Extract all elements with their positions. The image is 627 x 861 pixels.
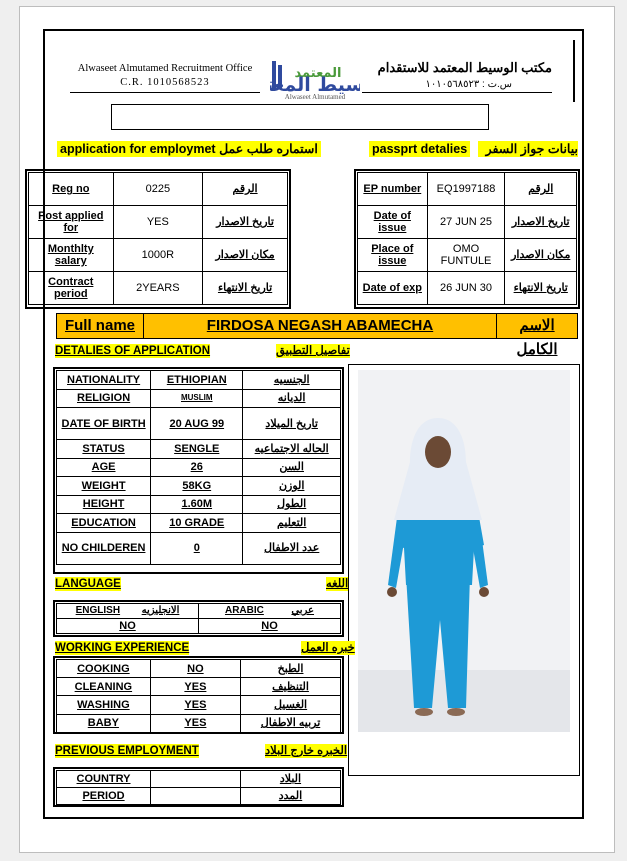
details-value: 26 <box>151 458 243 477</box>
passport-row <box>358 206 577 239</box>
passport-row <box>358 239 577 272</box>
applicant-photo <box>358 370 570 732</box>
header-side-bar <box>573 40 575 102</box>
previous-label-ar: المدد <box>240 788 340 805</box>
application-label-ar: تاريخ الاصدار <box>203 206 288 239</box>
language-title-en: LANGUAGE <box>55 578 121 590</box>
experience-row <box>57 714 341 732</box>
details-row <box>57 477 341 496</box>
fullname-label-en: Full name <box>57 314 144 338</box>
details-label: NATIONALITY <box>57 371 151 390</box>
header-line-right <box>362 92 552 93</box>
application-label-ar: مكان الاصدار <box>203 239 288 272</box>
application-label: Reg no <box>29 173 114 206</box>
experience-title-en: WORKING EXPERIENCE <box>55 642 190 654</box>
experience-title-ar: خبره العمل <box>301 642 355 654</box>
details-row <box>57 458 341 477</box>
experience-label-ar: التنظيف <box>241 678 341 696</box>
details-label-ar: الطول <box>243 495 341 514</box>
office-name-ar <box>362 60 552 90</box>
details-label: HEIGHT <box>57 495 151 514</box>
experience-label: CLEANING <box>57 678 151 696</box>
language-table <box>56 603 341 634</box>
application-row <box>29 239 288 272</box>
logo-caption: Alwaseet Almutamed <box>284 93 346 101</box>
application-title <box>57 141 321 157</box>
experience-row <box>57 660 341 678</box>
application-label: Post applied for <box>29 206 114 239</box>
application-label-ar: تاريخ الانتهاء <box>203 272 288 305</box>
language-title-ar: اللغه <box>326 578 349 590</box>
fullname-value: FIRDOSA NEGASH ABAMECHA <box>206 317 434 334</box>
details-label-ar: عدد الاطفال <box>243 532 341 564</box>
experience-label: COOKING <box>57 660 151 678</box>
previous-value <box>151 771 241 788</box>
experience-row <box>57 678 341 696</box>
experience-value: YES <box>150 678 240 696</box>
passport-label-ar: تاريخ الاصدار <box>505 206 577 239</box>
language-english-ar: الانجليزيه <box>141 605 180 616</box>
experience-value: YES <box>150 696 240 714</box>
language-english-en: ENGLISH <box>75 605 121 616</box>
details-label-ar: الديانه <box>243 389 341 408</box>
application-value: 2YEARS <box>113 272 203 305</box>
details-row <box>57 371 341 390</box>
language-arabic-value: NO <box>199 619 341 634</box>
previous-row <box>57 771 341 788</box>
details-row <box>57 514 341 533</box>
cr-number-en: C.R. 1010568523 <box>120 77 210 88</box>
passport-title-ar: بيانات جواز السفر <box>478 141 578 157</box>
passport-label-ar: مكان الاصدار <box>505 239 577 272</box>
language-arabic-ar: عربي <box>291 605 315 616</box>
passport-label: Place of issue <box>358 239 428 272</box>
previous-row <box>57 788 341 805</box>
blank-input-box <box>111 104 489 130</box>
details-title-en: DETALIES OF APPLICATION <box>55 345 211 357</box>
language-english-cell <box>57 604 199 619</box>
details-row <box>57 532 341 564</box>
details-value: 0 <box>151 532 243 564</box>
application-value: 1000R <box>113 239 203 272</box>
details-value: ETHIOPIAN <box>151 371 243 390</box>
language-arabic-en: ARABIC <box>224 605 264 616</box>
previous-label: PERIOD <box>57 788 151 805</box>
details-table <box>56 370 341 565</box>
passport-title <box>369 141 470 157</box>
logo-top-text: المعتمد <box>294 66 342 81</box>
details-label: STATUS <box>57 440 151 459</box>
previous-title-ar: الخبره خارج البلاد <box>265 745 348 757</box>
application-title-ar: استماره طلب عمل <box>219 142 318 156</box>
application-row <box>29 173 288 206</box>
company-logo <box>270 55 360 103</box>
language-arabic-cell <box>199 604 341 619</box>
details-label: WEIGHT <box>57 477 151 496</box>
application-value: YES <box>113 206 203 239</box>
application-row <box>29 272 288 305</box>
details-value: 1.60M <box>151 495 243 514</box>
passport-label: EP number <box>358 173 428 206</box>
details-title-ar: تفاصيل التطبيق <box>276 345 350 357</box>
experience-row <box>57 696 341 714</box>
passport-label: Date of issue <box>358 206 428 239</box>
fullname-label-ar: الاسم الكامل <box>496 314 577 338</box>
logo-main-text: سيط المع <box>273 74 360 96</box>
details-label: DATE OF BIRTH <box>57 408 151 440</box>
passport-label-ar: تاريخ الانتهاء <box>505 272 577 305</box>
passport-value: 27 JUN 25 <box>427 206 505 239</box>
passport-title-en: passprt detalies <box>372 142 468 156</box>
previous-label-ar: البلاد <box>240 771 340 788</box>
details-row <box>57 389 341 408</box>
application-value: 0225 <box>113 173 203 206</box>
details-label-ar: الجنسيه <box>243 371 341 390</box>
experience-label-ar: الغسيل <box>241 696 341 714</box>
experience-table <box>56 659 341 733</box>
experience-label: WASHING <box>57 696 151 714</box>
experience-value: YES <box>150 714 240 732</box>
details-label: NO CHILDEREN <box>57 532 151 564</box>
application-title-en: application for employmet <box>60 142 216 156</box>
details-label: EDUCATION <box>57 514 151 533</box>
details-label-ar: الحاله الاجتماعيه <box>243 440 341 459</box>
application-row <box>29 206 288 239</box>
previous-value <box>151 788 241 805</box>
details-value: 10 GRADE <box>151 514 243 533</box>
passport-row <box>358 272 577 305</box>
passport-table <box>357 172 577 305</box>
passport-label: Date of exp <box>358 272 428 305</box>
language-english-value: NO <box>57 619 199 634</box>
previous-title-en: PREVIOUS EMPLOYMENT <box>55 745 199 757</box>
details-label-ar: الوزن <box>243 477 341 496</box>
details-label-ar: السن <box>243 458 341 477</box>
header-line-left <box>70 92 260 93</box>
experience-label-ar: تربيه الاطفال <box>241 714 341 732</box>
office-name-ar-text: مكتب الوسيط المعتمد للاستقدام <box>377 60 552 75</box>
details-value: MUSLIM <box>151 389 243 408</box>
application-label-ar: الرقم <box>203 173 288 206</box>
experience-value: NO <box>150 660 240 678</box>
previous-label: COUNTRY <box>57 771 151 788</box>
passport-value: EQ1997188 <box>427 173 505 206</box>
experience-label-ar: الطبخ <box>241 660 341 678</box>
details-row <box>57 495 341 514</box>
details-value: SENGLE <box>151 440 243 459</box>
application-label: Monthlty salary <box>29 239 114 272</box>
passport-label-ar: الرقم <box>505 173 577 206</box>
application-table <box>28 172 288 305</box>
details-label-ar: تاريخ الميلاد <box>243 408 341 440</box>
passport-value: OMO FUNTULE <box>427 239 505 272</box>
details-row <box>57 408 341 440</box>
office-name-en-text: Alwaseet Almutamed Recruitment Office <box>77 63 253 74</box>
office-name-en <box>70 62 260 90</box>
details-label: AGE <box>57 458 151 477</box>
details-label: RELIGION <box>57 389 151 408</box>
details-value: 20 AUG 99 <box>151 408 243 440</box>
passport-value: 26 JUN 30 <box>427 272 505 305</box>
experience-label: BABY <box>57 714 151 732</box>
passport-row <box>358 173 577 206</box>
details-value: 58KG <box>151 477 243 496</box>
previous-table <box>56 770 341 805</box>
cr-number-ar: س.ت : ١٠١٠٥٦٨٥٢٣ <box>425 79 512 90</box>
application-label: Contract period <box>29 272 114 305</box>
details-label-ar: التعليم <box>243 514 341 533</box>
details-row <box>57 440 341 459</box>
